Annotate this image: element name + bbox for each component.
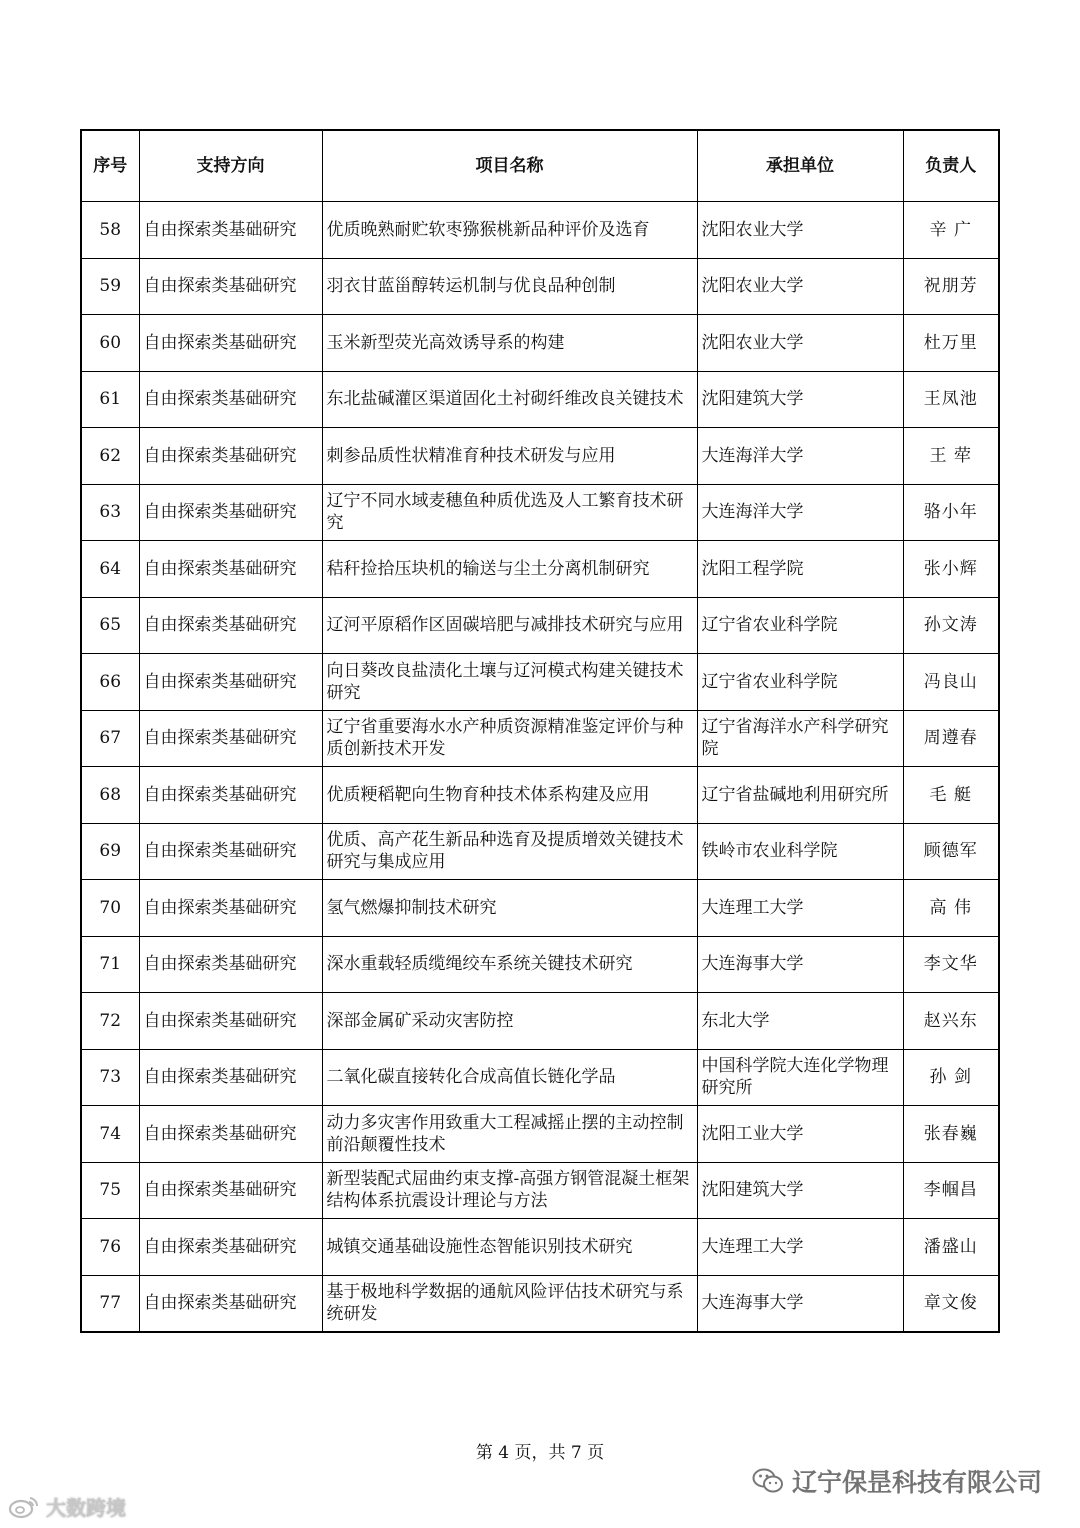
cell-index: 60 xyxy=(81,315,139,372)
cell-organization: 东北大学 xyxy=(697,993,903,1050)
table-row xyxy=(81,1219,999,1276)
cell-leader: 杜万里 xyxy=(903,315,999,372)
cell-direction: 自由探索类基础研究 xyxy=(139,1106,322,1163)
table-row xyxy=(81,1106,999,1163)
cell-index: 63 xyxy=(81,484,139,541)
table-row xyxy=(81,654,999,711)
cell-direction: 自由探索类基础研究 xyxy=(139,654,322,711)
table-row xyxy=(81,1049,999,1106)
cell-leader: 骆小年 xyxy=(903,484,999,541)
cell-index: 76 xyxy=(81,1219,139,1276)
source-watermark-text: 大数跨境 xyxy=(46,1496,126,1520)
cell-direction: 自由探索类基础研究 xyxy=(139,597,322,654)
cell-project-name: 深水重载轻质缆绳绞车系统关键技术研究 xyxy=(322,936,697,993)
cell-organization: 沈阳建筑大学 xyxy=(697,1162,903,1219)
cell-organization: 沈阳农业大学 xyxy=(697,315,903,372)
cell-leader: 孙 剑 xyxy=(903,1049,999,1106)
table-row xyxy=(81,1162,999,1219)
cell-organization: 大连海事大学 xyxy=(697,936,903,993)
table-row xyxy=(81,767,999,824)
cell-index: 73 xyxy=(81,1049,139,1106)
cell-organization: 沈阳建筑大学 xyxy=(697,371,903,428)
source-watermark xyxy=(8,1492,126,1521)
page-number: 第 4 页，共 7 页 xyxy=(475,1443,605,1463)
cell-organization: 中国科学院大连化学物理研究所 xyxy=(697,1049,903,1106)
cell-organization: 沈阳工业大学 xyxy=(697,1106,903,1163)
table-row xyxy=(81,428,999,485)
header-direction: 支持方向 xyxy=(139,130,322,202)
cell-direction: 自由探索类基础研究 xyxy=(139,541,322,598)
company-watermark-text: 辽宁保昰科技有限公司 xyxy=(791,1468,1042,1497)
cell-organization: 沈阳农业大学 xyxy=(697,202,903,259)
header-leader: 负责人 xyxy=(903,130,999,202)
cell-organization: 沈阳农业大学 xyxy=(697,258,903,315)
cell-organization: 辽宁省农业科学院 xyxy=(697,654,903,711)
table-row xyxy=(81,315,999,372)
cell-index: 68 xyxy=(81,767,139,824)
cell-direction: 自由探索类基础研究 xyxy=(139,880,322,937)
cell-index: 71 xyxy=(81,936,139,993)
cell-organization: 大连理工大学 xyxy=(697,1219,903,1276)
cell-leader: 张小辉 xyxy=(903,541,999,598)
cell-project-name: 辽宁省重要海水水产种质资源精准鉴定评价与种质创新技术开发 xyxy=(322,710,697,767)
cell-leader: 王凤池 xyxy=(903,371,999,428)
cell-index: 67 xyxy=(81,710,139,767)
cell-direction: 自由探索类基础研究 xyxy=(139,484,322,541)
cell-index: 69 xyxy=(81,823,139,880)
cell-direction: 自由探索类基础研究 xyxy=(139,258,322,315)
cell-direction: 自由探索类基础研究 xyxy=(139,371,322,428)
cell-project-name: 城镇交通基础设施性态智能识别技术研究 xyxy=(322,1219,697,1276)
cell-project-name: 基于极地科学数据的通航风险评估技术研究与系统研发 xyxy=(322,1275,697,1332)
cell-project-name: 刺参品质性状精准育种技术研发与应用 xyxy=(322,428,697,485)
cell-index: 70 xyxy=(81,880,139,937)
cell-leader: 潘盛山 xyxy=(903,1219,999,1276)
cell-index: 64 xyxy=(81,541,139,598)
cell-index: 72 xyxy=(81,993,139,1050)
cell-direction: 自由探索类基础研究 xyxy=(139,936,322,993)
cell-leader: 章文俊 xyxy=(903,1275,999,1332)
cell-leader: 毛 艇 xyxy=(903,767,999,824)
wechat-icon xyxy=(752,1467,784,1495)
cell-project-name: 东北盐碱灌区渠道固化土衬砌纤维改良关键技术 xyxy=(322,371,697,428)
cell-index: 66 xyxy=(81,654,139,711)
table-row xyxy=(81,1275,999,1332)
header-row xyxy=(81,130,999,202)
cell-direction: 自由探索类基础研究 xyxy=(139,823,322,880)
cell-project-name: 深部金属矿采动灾害防控 xyxy=(322,993,697,1050)
cell-direction: 自由探索类基础研究 xyxy=(139,428,322,485)
cell-project-name: 优质晚熟耐贮软枣猕猴桃新品种评价及选育 xyxy=(322,202,697,259)
cell-index: 62 xyxy=(81,428,139,485)
cell-organization: 大连海洋大学 xyxy=(697,428,903,485)
table-body xyxy=(81,202,999,1333)
cell-organization: 辽宁省海洋水产科学研究院 xyxy=(697,710,903,767)
cell-direction: 自由探索类基础研究 xyxy=(139,315,322,372)
cell-project-name: 秸秆捡拾压块机的输送与尘土分离机制研究 xyxy=(322,541,697,598)
cell-project-name: 玉米新型荧光高效诱导系的构建 xyxy=(322,315,697,372)
table-row xyxy=(81,993,999,1050)
weibo-icon xyxy=(8,1495,40,1519)
cell-leader: 李文华 xyxy=(903,936,999,993)
cell-direction: 自由探索类基础研究 xyxy=(139,993,322,1050)
cell-leader: 张春巍 xyxy=(903,1106,999,1163)
cell-index: 75 xyxy=(81,1162,139,1219)
table-row xyxy=(81,880,999,937)
table-row xyxy=(81,710,999,767)
table-header xyxy=(81,130,999,202)
table-row xyxy=(81,823,999,880)
cell-leader: 冯良山 xyxy=(903,654,999,711)
cell-leader: 周遵春 xyxy=(903,710,999,767)
cell-project-name: 氢气燃爆抑制技术研究 xyxy=(322,880,697,937)
cell-leader: 赵兴东 xyxy=(903,993,999,1050)
cell-direction: 自由探索类基础研究 xyxy=(139,1049,322,1106)
header-index: 序号 xyxy=(81,130,139,202)
cell-direction: 自由探索类基础研究 xyxy=(139,1275,322,1332)
cell-project-name: 羽衣甘蓝甾醇转运机制与优良品种创制 xyxy=(322,258,697,315)
cell-project-name: 优质粳稻靶向生物育种技术体系构建及应用 xyxy=(322,767,697,824)
cell-organization: 沈阳工程学院 xyxy=(697,541,903,598)
cell-index: 58 xyxy=(81,202,139,259)
cell-leader: 李帼昌 xyxy=(903,1162,999,1219)
cell-leader: 孙文涛 xyxy=(903,597,999,654)
cell-index: 77 xyxy=(81,1275,139,1332)
cell-leader: 王 荦 xyxy=(903,428,999,485)
cell-project-name: 二氧化碳直接转化合成高值长链化学品 xyxy=(322,1049,697,1106)
header-organization: 承担单位 xyxy=(697,130,903,202)
table-row xyxy=(81,597,999,654)
cell-direction: 自由探索类基础研究 xyxy=(139,202,322,259)
table-row xyxy=(81,541,999,598)
cell-project-name: 优质、高产花生新品种选育及提质增效关键技术研究与集成应用 xyxy=(322,823,697,880)
project-table xyxy=(80,129,1000,1333)
cell-direction: 自由探索类基础研究 xyxy=(139,767,322,824)
cell-leader: 辛 广 xyxy=(903,202,999,259)
cell-project-name: 向日葵改良盐渍化土壤与辽河模式构建关键技术研究 xyxy=(322,654,697,711)
cell-direction: 自由探索类基础研究 xyxy=(139,1219,322,1276)
cell-organization: 大连海洋大学 xyxy=(697,484,903,541)
table-row xyxy=(81,371,999,428)
cell-organization: 辽宁省盐碱地利用研究所 xyxy=(697,767,903,824)
cell-index: 74 xyxy=(81,1106,139,1163)
cell-index: 61 xyxy=(81,371,139,428)
company-watermark xyxy=(752,1463,1042,1499)
cell-direction: 自由探索类基础研究 xyxy=(139,710,322,767)
cell-organization: 大连理工大学 xyxy=(697,880,903,937)
cell-index: 59 xyxy=(81,258,139,315)
cell-organization: 大连海事大学 xyxy=(697,1275,903,1332)
cell-direction: 自由探索类基础研究 xyxy=(139,1162,322,1219)
cell-organization: 铁岭市农业科学院 xyxy=(697,823,903,880)
cell-leader: 顾德军 xyxy=(903,823,999,880)
cell-leader: 高 伟 xyxy=(903,880,999,937)
table-row xyxy=(81,258,999,315)
table-row xyxy=(81,484,999,541)
cell-index: 65 xyxy=(81,597,139,654)
header-project-name: 项目名称 xyxy=(322,130,697,202)
table-row xyxy=(81,936,999,993)
cell-project-name: 新型装配式屈曲约束支撑-高强方钢管混凝土框架结构体系抗震设计理论与方法 xyxy=(322,1162,697,1219)
table-row xyxy=(81,202,999,259)
cell-project-name: 辽河平原稻作区固碳培肥与减排技术研究与应用 xyxy=(322,597,697,654)
cell-project-name: 动力多灾害作用致重大工程减摇止摆的主动控制前沿颠覆性技术 xyxy=(322,1106,697,1163)
cell-leader: 祝朋芳 xyxy=(903,258,999,315)
cell-project-name: 辽宁不同水域麦穗鱼种质优选及人工繁育技术研究 xyxy=(322,484,697,541)
cell-organization: 辽宁省农业科学院 xyxy=(697,597,903,654)
